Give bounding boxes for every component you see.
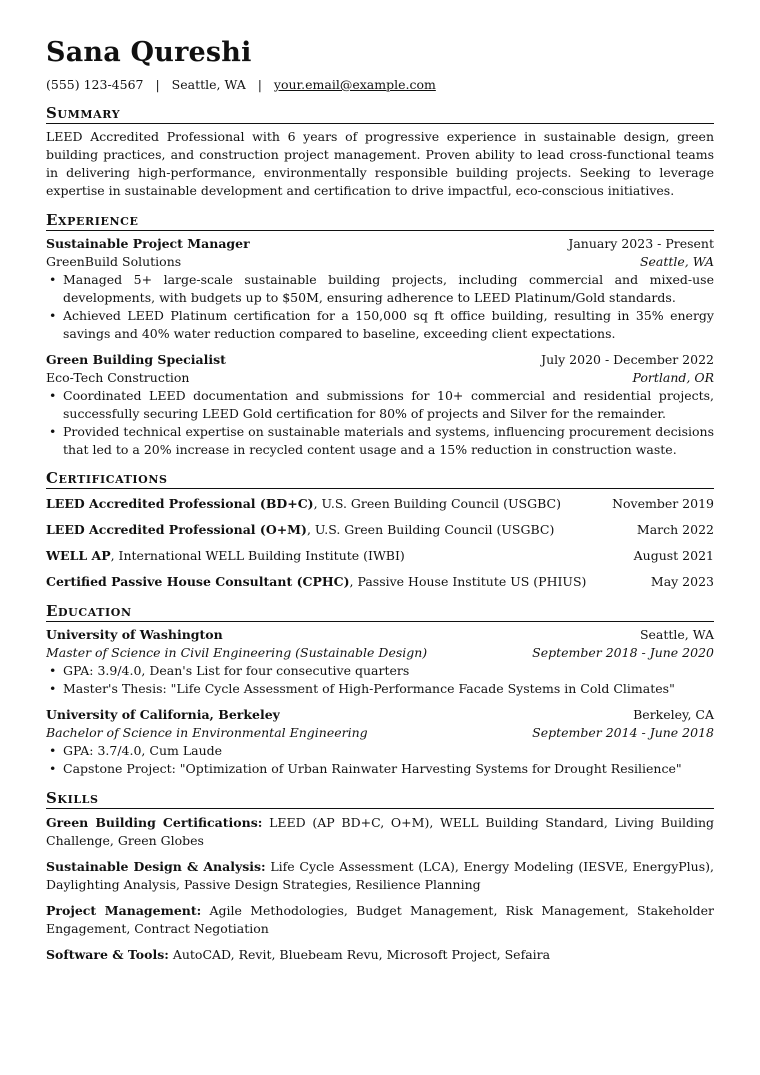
skill-group [46, 814, 714, 850]
education-entry [46, 626, 714, 698]
skill-text: Life Cycle Assessment (LCA), Energy Modeling (IESVE, EnergyPlus), Daylighting Analysis, Passive Design Strategies, Resilience Planning [46, 859, 714, 892]
skill-label: Software & Tools: [46, 947, 169, 962]
skills-section [46, 790, 714, 964]
education-bullets [46, 742, 714, 778]
education-bullets [46, 662, 714, 698]
bullet-text: Achieved LEED Platinum certification for a 150,000 sq ft office building, resulting in 35% energy savings and 40% water reduction compared to baseline, exceeding client expectations. [63, 308, 714, 341]
job-location: Portland, OR [632, 370, 714, 385]
list-item [46, 423, 714, 459]
contact-line [46, 77, 714, 93]
education-dates: September 2014 - June 2018 [532, 725, 714, 740]
list-item [46, 742, 714, 760]
certification-row [46, 521, 714, 539]
experience-section [46, 212, 714, 459]
email-link[interactable]: your.email@example.com [273, 77, 436, 92]
certification-date: March 2022 [636, 522, 714, 537]
bullet-icon: • [49, 743, 57, 758]
bullet-text: GPA: 3.7/4.0, Cum Laude [63, 743, 223, 758]
school-name: University of California, Berkeley [46, 707, 280, 722]
section-title-certifications: Certifications [46, 470, 714, 489]
bullet-text: GPA: 3.9/4.0, Dean's List for four consecutive quarters [63, 663, 410, 678]
skill-label: Sustainable Design & Analysis: [46, 859, 266, 874]
certification-name: WELL AP [46, 548, 111, 563]
phone: (555) 123-4567 [46, 77, 144, 92]
skill-label: Project Management: [46, 903, 202, 918]
bullet-icon: • [49, 424, 57, 439]
job-location: Seattle, WA [639, 254, 714, 269]
location: Seattle, WA [171, 77, 246, 92]
education-section [46, 603, 714, 778]
certification-date: August 2021 [633, 548, 714, 563]
degree: Master of Science in Civil Engineering (Sustainable Design) [46, 645, 428, 660]
certification-issuer: , Passive House Institute US (PHIUS) [349, 574, 587, 589]
bullet-text: Capstone Project: "Optimization of Urban Rainwater Harvesting Systems for Drought Resilience" [63, 761, 682, 776]
list-item [46, 662, 714, 680]
bullet-icon: • [49, 761, 57, 776]
list-item [46, 271, 714, 307]
skill-group [46, 902, 714, 938]
section-title-summary: Summary [46, 105, 714, 124]
bullet-text: Master's Thesis: "Life Cycle Assessment of High-Performance Facade Systems in Cold Climates" [63, 681, 675, 696]
skill-group [46, 858, 714, 894]
skill-label: Green Building Certifications: [46, 815, 263, 830]
bullet-text: Provided technical expertise on sustainable materials and systems, influencing procurement decisions that led to a 20% increase in recycled content usage and a 15% reduction in construction waste. [63, 424, 714, 457]
summary-text: LEED Accredited Professional with 6 years of progressive experience in sustainable design, green building practices, and construction project management. Proven ability to lead cross-functional teams in delivering high-performance, environmentally responsible building projects. Seeking to leverage expertise in sustainable development and certification to drive impactful, eco-conscious initiatives. [46, 129, 714, 198]
certification-issuer: , U.S. Green Building Council (USGBC) [313, 496, 561, 511]
bullet-icon: • [49, 663, 57, 678]
bullet-icon: • [49, 308, 57, 323]
summary-section [46, 105, 714, 200]
certification-issuer: , U.S. Green Building Council (USGBC) [306, 522, 555, 537]
certification-row [46, 495, 714, 513]
list-item [46, 680, 714, 698]
company-name: GreenBuild Solutions [46, 254, 182, 269]
degree: Bachelor of Science in Environmental Engineering [46, 725, 368, 740]
experience-entry [46, 235, 714, 343]
school-name: University of Washington [46, 627, 223, 642]
company-name: Eco-Tech Construction [46, 370, 190, 385]
certification-row [46, 547, 714, 565]
job-bullets [46, 271, 714, 343]
school-location: Berkeley, CA [633, 707, 714, 722]
bullet-icon: • [49, 388, 57, 403]
skill-text: AutoCAD, Revit, Bluebeam Revu, Microsoft Project, Sefaira [168, 947, 551, 962]
education-dates: September 2018 - June 2020 [532, 645, 714, 660]
certification-name: Certified Passive House Consultant (CPHC) [46, 574, 350, 589]
skill-group [46, 946, 714, 964]
bullet-text: Coordinated LEED documentation and submissions for 10+ commercial and residential projects, successfully securing LEED Gold certification for 80% of projects and Silver for the remainder. [63, 388, 714, 421]
certification-date: November 2019 [612, 496, 714, 511]
skill-text: LEED (AP BD+C, O+M), WELL Building Standard, Living Building Challenge, Green Globes [46, 815, 714, 848]
certification-date: May 2023 [650, 574, 714, 589]
school-location: Seattle, WA [639, 627, 714, 642]
job-title: Green Building Specialist [46, 352, 226, 367]
job-bullets [46, 387, 714, 459]
skill-text: Agile Methodologies, Budget Management, Risk Management, Stakeholder Engagement, Contract Negotiation [46, 903, 714, 936]
contact-separator: | [155, 77, 160, 92]
section-title-experience: Experience [46, 212, 714, 231]
candidate-name: Sana Qureshi [46, 37, 252, 68]
bullet-icon: • [49, 272, 57, 287]
contact-separator: | [257, 77, 262, 92]
bullet-icon: • [49, 681, 57, 696]
certification-row [46, 573, 714, 591]
bullet-text: Managed 5+ large-scale sustainable building projects, including commercial and mixed-use developments, with budgets up to $50M, ensuring adherence to LEED Platinum/Gold standards. [63, 272, 714, 305]
experience-entry [46, 351, 714, 459]
list-item [46, 387, 714, 423]
job-dates: January 2023 - Present [568, 236, 714, 251]
certification-name: LEED Accredited Professional (O+M) [46, 522, 307, 537]
certification-name: LEED Accredited Professional (BD+C) [46, 496, 314, 511]
job-title: Sustainable Project Manager [46, 236, 250, 251]
education-entry [46, 706, 714, 778]
certifications-section [46, 470, 714, 591]
section-title-education: Education [46, 603, 714, 622]
section-title-skills: Skills [46, 790, 714, 809]
certification-issuer: , International WELL Building Institute (IWBI) [110, 548, 405, 563]
resume-page [46, 38, 714, 964]
list-item [46, 760, 714, 778]
job-dates: July 2020 - December 2022 [541, 352, 714, 367]
list-item [46, 307, 714, 343]
